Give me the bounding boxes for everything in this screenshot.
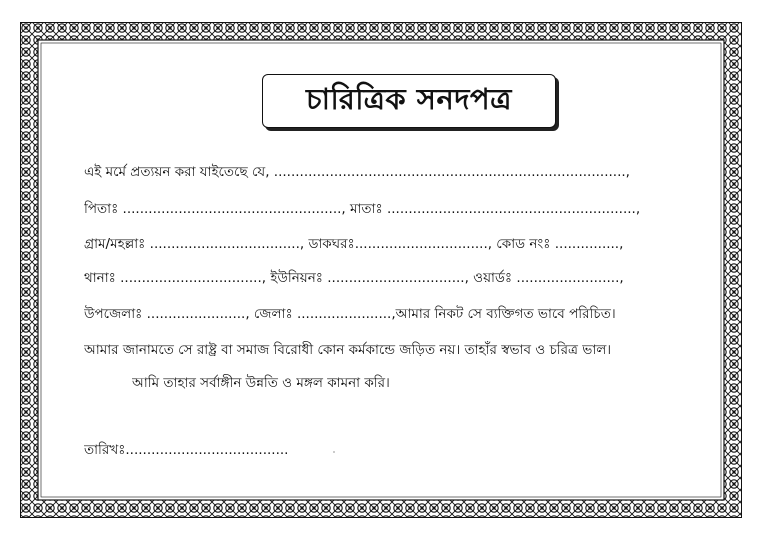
title-box	[262, 74, 556, 128]
certificate-title: চারিত্রিক সনদপত্র	[306, 81, 512, 116]
character-statement-line: আমার জানামতে সে রাষ্ট্র বা সমাজ বিরোধী কোন কর্মকান্ডে জড়িত নয়। তাহাঁর স্বভাব ও চরিত্র ভাল।	[84, 342, 612, 358]
upazila-district-line: উপজেলাঃ ......................., জেলাঃ ......................,আমার নিকট সে ব্যক্তিগত ভাবে পরিচিত।	[84, 306, 616, 322]
father-mother-line: পিতাঃ ..................................................., মাতাঃ ..........................................................,	[84, 201, 641, 217]
thana-union-ward-line: থানাঃ ................................., ইউনিয়নঃ ................................, ওয়ার্ডঃ ........................,	[84, 270, 624, 286]
certification-line: এই মর্মে প্রত্যয়ন করা যাইতেছে যে, ..................................................................................,	[84, 164, 630, 180]
date-line: তারিখঃ......................................	[84, 442, 289, 458]
good-wishes-line: আমি তাহার সর্বাঙ্গীন উন্নতি ও মঙ্গল কামনা করি।	[132, 375, 390, 391]
village-postoffice-line: গ্রাম/মহল্লাঃ ..................................., ডাকঘরঃ..............................., কোড নংঃ ...............,	[84, 236, 624, 252]
stray-mark	[333, 451, 335, 453]
